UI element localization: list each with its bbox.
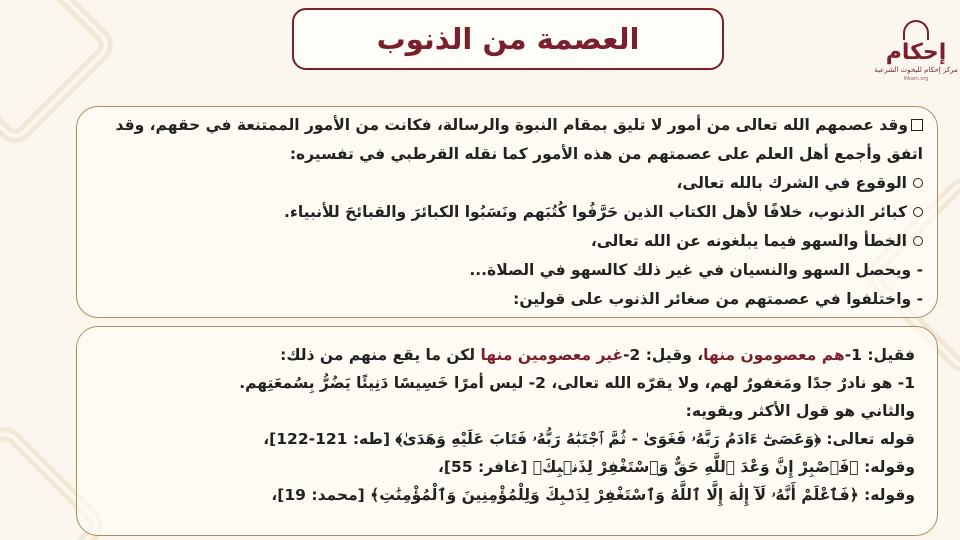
verse-line: وقوله: ﴿فَٱصْبِرْ إِنَّ وَعْدَ ٱللَّهِ حَقٌّ وَٱسْتَغْفِرْ لِذَنۢبِكَ﴾ [غافر: 55]، xyxy=(438,458,915,476)
intro-line: وقد عصمهم الله تعالى من أمور لا تليق بمقام النبوة والرسالة، فكانت من الأمور الممتنعة في حقهم، وقد xyxy=(87,111,923,140)
majority-line: والثاني هو قول الأكثر ويقويه: xyxy=(685,402,915,420)
logo-url: ihkam.org xyxy=(903,76,929,82)
verse-line: قوله تعالى: ﴿وَعَصَىٰٓ ءَادَمُ رَبَّهُۥ فَغَوَىٰ - ثُمَّ ٱجْتَبَٰهُ رَبُّهُۥ فَتَابَ عَلَيْهِ وَهَدَىٰ﴾ [طه: 121-122]، xyxy=(263,430,915,448)
checkbox-bullet-icon xyxy=(911,119,923,131)
list-item: الوقوع في الشرك بالله تعالى، xyxy=(87,169,923,198)
logo-name: إحكام xyxy=(885,40,947,65)
intro-line-2: اتفق وأجمع أهل العلم على عصمتهم من هذه الأمور كما نقله القرطبي في تفسيره: xyxy=(289,145,923,163)
dash-line: - ويحصل السهو والنسيان في غير ذلك كالسهو في الصلاة... xyxy=(469,261,923,279)
circle-bullet-icon xyxy=(913,236,923,246)
list-item: الخطأ والسهو فيما يبلغونه عن الله تعالى، xyxy=(87,227,923,256)
title-box xyxy=(292,8,724,70)
highlight-not-infallible: غير معصومين منها xyxy=(480,346,624,364)
circle-bullet-icon xyxy=(913,207,923,217)
content-box-2 xyxy=(76,326,938,536)
circle-bullet-icon xyxy=(913,178,923,188)
slide-title: العصمة من الذنوب xyxy=(376,22,640,56)
content-box-1 xyxy=(76,106,938,318)
verse-line: وقوله: ﴿فَٱعْلَمْ أَنَّهُۥ لَآ إِلَٰهَ إِلَّا ٱللَّهُ وَٱسْتَغْفِرْ لِذَنۢبِكَ وَلِلْمُؤْمِنِينَ وَٱلْمُؤْمِنَٰتِ﴾ [محمد: 19]، xyxy=(271,486,915,504)
opinions-line: فقيل: 1-هم معصومون منها، وقيل: 2-غير معصومين منها لكن ما يقع منهم من ذلك: xyxy=(280,346,915,364)
logo-subtitle: مركز إحكام للبحوث الشرعية xyxy=(874,66,958,74)
ihkam-logo xyxy=(876,20,956,100)
list-item: كبائر الذنوب، خلافًا لأهل الكتاب الذين حَرَّفُوا كُتُبَهم ونَسَبُوا الكبائرَ والقبائحَ للأنبياء. xyxy=(87,198,923,227)
points-line: 1- هو نادرٌ جدًا ومَغفورٌ لهم، ولا يقرّه الله تعالى، 2- ليس أمرًا خَسِيسًا دَنِيئًا يَضُرُّ بِسُمعَتِهم. xyxy=(239,374,915,392)
dome-icon xyxy=(903,20,929,40)
highlight-infallible: هم معصومون منها xyxy=(703,346,845,364)
dash-line: - واختلفوا في عصمتهم من صغائر الذنوب على قولين: xyxy=(513,290,923,308)
